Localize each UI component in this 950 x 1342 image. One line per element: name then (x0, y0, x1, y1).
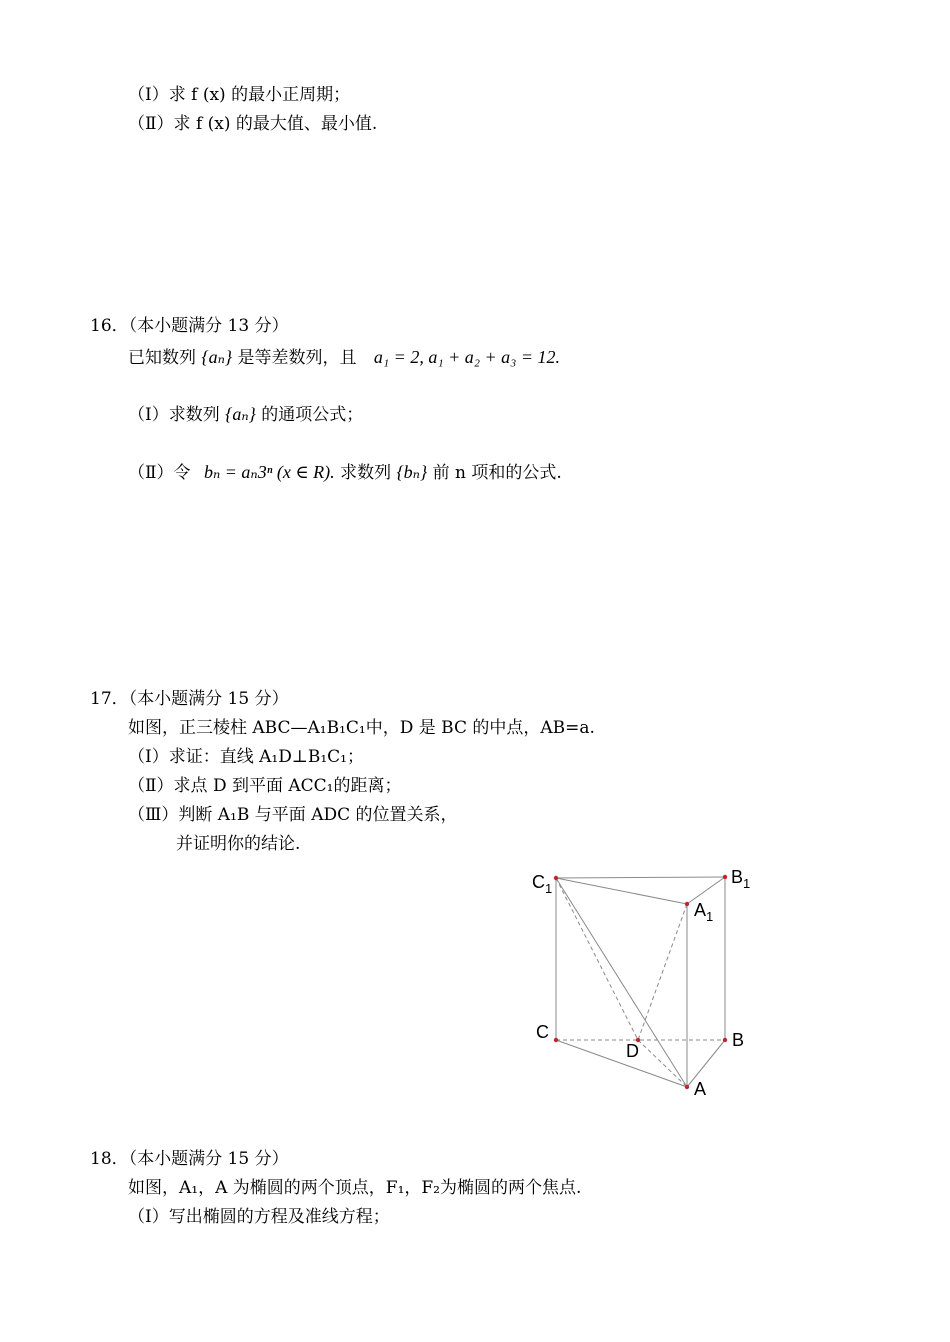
vertex-b (723, 1038, 727, 1042)
q16-intro-a: 已知数列 (128, 348, 196, 368)
vertex-c1 (554, 876, 558, 880)
edge-c-a (556, 1040, 687, 1087)
q16-part2-a: （Ⅱ）令 (128, 463, 191, 483)
q18-intro: 如图，A₁，A 为椭圆的两个顶点，F₁，F₂为椭圆的两个焦点. (128, 1178, 582, 1198)
label-b: B (732, 1030, 745, 1050)
edge-c1-b1 (556, 877, 725, 878)
q16-intro (128, 346, 560, 369)
q17-part2: （Ⅱ）求点 D 到平面 ACC₁的距离； (128, 776, 402, 796)
q16-heading: 16．（本小题满分 13 分） (90, 316, 289, 336)
prism-figure (520, 860, 780, 1110)
edge-c1-d-hidden (556, 878, 638, 1040)
q16-part1-b: 的通项公式； (261, 405, 364, 425)
q17-part3b: 并证明你的结论. (176, 834, 301, 854)
label-d: D (626, 1041, 639, 1061)
edge-c1-a1 (556, 878, 687, 904)
q16-part1 (128, 403, 363, 426)
q17-heading: 17．（本小题满分 15 分） (90, 689, 289, 709)
q18-heading: 18．（本小题满分 15 分） (90, 1149, 289, 1169)
q16-part1-seq: {aₙ} (225, 404, 256, 424)
q16-seq-a: {aₙ} (201, 347, 233, 367)
edge-a1-d-hidden (638, 904, 687, 1040)
q16-part2-c: 前 n 项和的公式. (432, 463, 562, 483)
label-a1: $A_1$ (694, 900, 714, 924)
label-c1: $C_1$ (532, 872, 553, 896)
q16-bn-def: bₙ = aₙ3ⁿ (x ∈ R). (203, 462, 335, 482)
vertex-c (554, 1038, 558, 1042)
q16-part2 (128, 461, 562, 484)
label-b1: $B_1$ (731, 867, 751, 891)
q17-intro: 如图，正三棱柱 ABC—A₁B₁C₁中，D 是 BC 的中点，AB=a. (128, 718, 595, 738)
q17-part1: （Ⅰ）求证：直线 A₁D⊥B₁C₁； (128, 747, 364, 767)
label-a: A (694, 1079, 707, 1099)
vertex-a (685, 1085, 689, 1089)
q16-part1-a: （Ⅰ）求数列 (128, 405, 220, 425)
q15-part2: （Ⅱ）求 f (x) 的最大值、最小值. (128, 114, 378, 134)
label-c: C (536, 1022, 549, 1042)
q16-part2-b: 求数列 (340, 463, 392, 483)
q16-seq-b: {bₙ} (396, 462, 428, 482)
vertex-b1 (723, 875, 727, 879)
vertex-a1 (685, 902, 689, 906)
q16-intro-b: 是等差数列，且 (237, 348, 357, 368)
edge-c1-a (556, 878, 687, 1087)
q18-part1: （Ⅰ）写出椭圆的方程及准线方程； (128, 1207, 390, 1227)
q16-condition: a₁ = 2, a₁ + a₂ + a₃ = 12. (373, 347, 561, 367)
q17-part3: （Ⅲ）判断 A₁B 与平面 ADC 的位置关系， (128, 805, 458, 825)
q15-part1: （Ⅰ）求 f (x) 的最小正周期； (128, 85, 351, 105)
